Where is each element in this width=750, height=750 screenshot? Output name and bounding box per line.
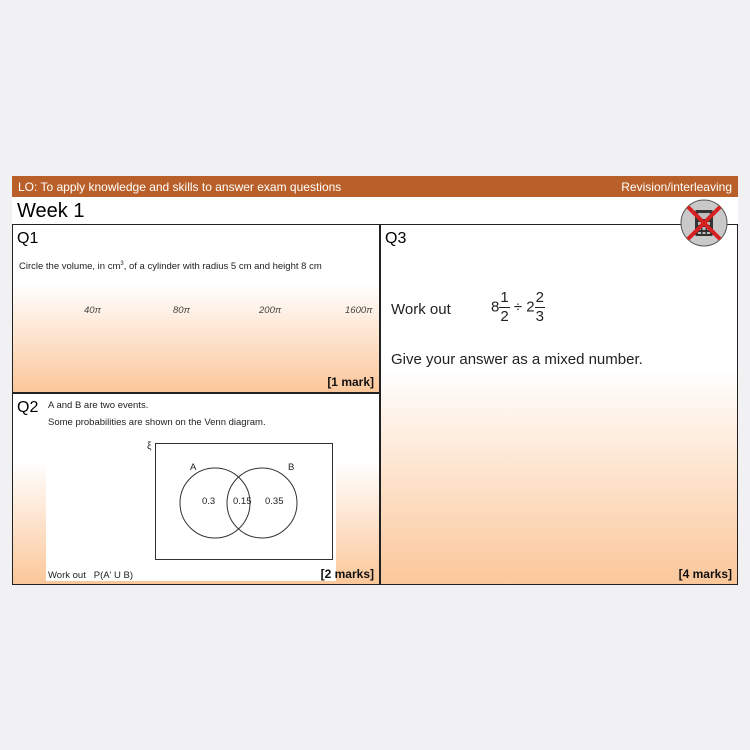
topic-label: Revision/interleaving xyxy=(621,180,732,194)
worksheet-slide xyxy=(12,176,738,585)
q1-text-pre: Circle the volume, in cm xyxy=(19,261,121,273)
option-2[interactable]: 80π xyxy=(173,305,190,316)
question-2-label: Q2 xyxy=(17,399,39,416)
venn-diagram xyxy=(155,443,333,560)
q1-text-sup: 3 xyxy=(120,261,124,267)
numerator-1: 1 xyxy=(500,289,509,306)
p-a-only: 0.3 xyxy=(202,496,216,507)
question-3-label: Q3 xyxy=(385,230,407,247)
fraction-1 xyxy=(499,289,509,326)
divide-operator: ÷ xyxy=(513,298,523,316)
q2-workout-label: Work out xyxy=(48,570,86,581)
p-intersection: 0.15 xyxy=(233,496,252,507)
q2-workout-expression: P(A' U B) xyxy=(93,570,134,581)
week-title: Week 1 xyxy=(17,200,85,222)
p-b-only: 0.35 xyxy=(265,496,284,507)
numerator-2: 2 xyxy=(535,289,544,306)
learning-objective-bar xyxy=(12,176,738,197)
question-3-panel xyxy=(380,224,738,585)
whole-number-2: 2 xyxy=(526,298,535,316)
denominator-2: 3 xyxy=(535,308,544,325)
question-3-marks: [4 marks] xyxy=(678,567,732,581)
division-expression xyxy=(491,289,545,326)
question-3-workout-label: Work out xyxy=(391,301,451,318)
denominator-1: 2 xyxy=(500,308,509,325)
question-3-instruction: Give your answer as a mixed number. xyxy=(391,351,643,368)
set-a-label: A xyxy=(190,462,197,473)
question-1-text xyxy=(19,261,322,272)
universal-set-symbol: ξ xyxy=(147,441,152,452)
question-2-marks: [2 marks] xyxy=(320,567,374,581)
question-1-marks: [1 mark] xyxy=(327,375,374,389)
question-1-panel xyxy=(12,224,380,393)
question-2-line-1: A and B are two events. xyxy=(48,400,149,411)
question-2-panel xyxy=(12,393,380,585)
option-1[interactable]: 40π xyxy=(84,305,101,316)
question-3-card xyxy=(385,283,729,369)
set-b-label: B xyxy=(288,462,295,473)
venn-card xyxy=(46,397,336,581)
whole-number-1: 8 xyxy=(491,298,500,316)
learning-objective: LO: To apply knowledge and skills to answer exam questions xyxy=(18,180,342,194)
question-2-line-2: Some probabilities are shown on the Venn diagram. xyxy=(48,417,266,428)
q1-text-post: , of a cylinder with radius 5 cm and height 8 cm xyxy=(123,261,322,273)
question-2-workout xyxy=(48,570,133,581)
fraction-2 xyxy=(535,289,545,326)
option-4[interactable]: 1600π xyxy=(345,305,373,316)
option-3[interactable]: 200π xyxy=(259,305,282,316)
no-calculator-icon xyxy=(679,198,729,248)
question-1-label: Q1 xyxy=(17,230,39,247)
